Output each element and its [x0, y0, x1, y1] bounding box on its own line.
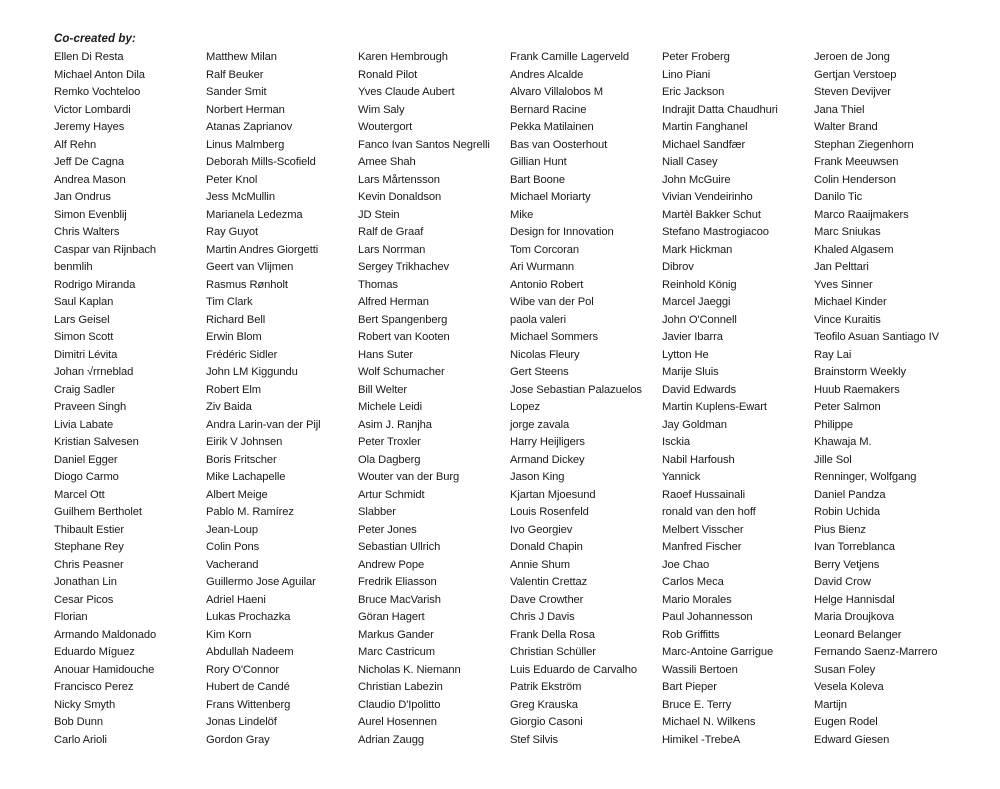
contributor-name: Jana Thiel — [814, 103, 865, 116]
contributor-name: Karen Hembrough — [358, 51, 448, 63]
contributor-name: Leonard Belanger — [814, 628, 902, 641]
contributor-name: Markus Gander — [358, 628, 434, 641]
contributor-name: Hubert de Candé — [206, 681, 290, 693]
contributor-name: Lopez — [510, 401, 540, 413]
name-column-6 — [814, 49, 994, 749]
contributor-name: Albert Meige — [206, 488, 268, 501]
contributor-name: David Edwards — [662, 383, 736, 396]
contributor-name: Christian Schüller — [510, 646, 596, 658]
contributor-name: Wibe van der Pol — [510, 296, 594, 308]
contributor-name: Simon Evenblij — [54, 208, 127, 221]
contributor-name: Javier Ibarra — [662, 331, 723, 343]
contributor-name: John McGuire — [662, 173, 731, 186]
name-column-4 — [510, 49, 662, 749]
contributor-name: Slabber — [358, 506, 396, 518]
contributor-name: Hans Suter — [358, 348, 413, 361]
contributor-name: Tim Clark — [206, 296, 253, 308]
contributor-name: Bob Dunn — [54, 716, 103, 728]
contributor-name: benmlih — [54, 261, 93, 273]
contributor-name: Vacherand — [206, 558, 259, 571]
contributor-name: Richard Bell — [206, 313, 266, 326]
contributor-name: Frédéric Sidler — [206, 348, 278, 361]
contributor-name: Martin Andres Giorgetti — [206, 243, 319, 256]
contributor-name: Lars Geisel — [54, 313, 110, 326]
contributor-name: Colin Pons — [206, 541, 260, 553]
contributor-name: Remko Vochteloo — [54, 86, 141, 98]
contributor-name: Philippe — [814, 418, 854, 431]
contributor-name: Eugen Rodel — [814, 716, 878, 728]
contributor-name: Norbert Herman — [206, 103, 285, 116]
contributor-name: Livia Labate — [54, 418, 114, 431]
contributor-name: Antonio Robert — [510, 278, 584, 291]
contributor-name: Anouar Hamidouche — [54, 663, 155, 676]
contributor-name: Jonathan Lin — [54, 576, 117, 588]
contributor-name: Robert Elm — [206, 383, 261, 396]
contributor-name: Andres Alcalde — [510, 68, 584, 81]
contributor-name: Sander Smit — [206, 86, 267, 98]
contributor-name: Tom Corcoran — [510, 243, 580, 256]
contributor-name: Wolf Schumacher — [358, 366, 445, 378]
contributor-name: Jeremy Hayes — [54, 121, 125, 133]
contributor-name: Daniel Egger — [54, 453, 118, 466]
contributor-name: Andrea Mason — [54, 173, 126, 186]
co-creators-page — [54, 32, 994, 749]
contributor-name: Peter Troxler — [358, 436, 421, 448]
contributor-name: Marc Sniukas — [814, 226, 881, 238]
contributor-name: Marcel Jaeggi — [662, 296, 731, 308]
contributor-name: Sebastian Ullrich — [358, 541, 441, 553]
contributor-name: David Crow — [814, 576, 871, 588]
name-column-1 — [54, 49, 206, 749]
contributor-name: Robert van Kooten — [358, 331, 450, 343]
contributor-name: Nabil Harfoush — [662, 453, 735, 466]
name-columns — [54, 49, 994, 749]
contributor-name: Ronald Pilot — [358, 68, 418, 81]
contributor-name: Guillermo Jose Aguilar — [206, 576, 316, 588]
contributor-name: Victor Lombardi — [54, 103, 131, 116]
contributor-name: Vesela Koleva — [814, 681, 884, 693]
contributor-name: Yves Sinner — [814, 278, 873, 291]
contributor-name: Adrian Zaugg — [358, 733, 424, 746]
contributor-name: Wim Saly — [358, 103, 405, 116]
contributor-name: Craig Sadler — [54, 383, 115, 396]
contributor-name: Jan Ondrus — [54, 191, 111, 203]
contributor-name: Michael Kinder — [814, 296, 887, 308]
contributor-name: Valentin Crettaz — [510, 576, 588, 588]
contributor-name: Amee Shah — [358, 156, 416, 168]
contributor-name: Ari Wurmann — [510, 261, 574, 273]
contributor-name: Donald Chapin — [510, 541, 583, 553]
contributor-name: Aurel Hosennen — [358, 716, 437, 728]
contributor-name: Brainstorm Weekly — [814, 366, 906, 378]
contributor-name: Joe Chao — [662, 558, 710, 571]
contributor-name: Marc-Antoine Garrigue — [662, 646, 774, 658]
contributor-name: Mark Hickman — [662, 243, 733, 256]
contributor-name: Armando Maldonado — [54, 628, 157, 641]
contributor-name: Michael Moriarty — [510, 191, 591, 203]
contributor-name: Jay Goldman — [662, 418, 727, 431]
contributor-name: Jille Sol — [814, 453, 852, 466]
contributor-name: Kevin Donaldson — [358, 191, 442, 203]
contributor-name: Luis Eduardo de Carvalho — [510, 663, 637, 676]
contributor-name: Christian Labezin — [358, 681, 443, 693]
contributor-name: Michael Sommers — [510, 331, 599, 343]
contributor-name: paola valeri — [510, 313, 567, 326]
contributor-name: Berry Vetjens — [814, 558, 880, 571]
contributor-name: Danilo Tic — [814, 191, 863, 203]
contributor-name: Stephan Ziegenhorn — [814, 138, 914, 151]
contributor-name: Dave Crowther — [510, 593, 584, 606]
contributor-name: Alvaro Villalobos M — [510, 86, 604, 98]
contributor-name: Dibrov — [662, 261, 694, 273]
contributor-name: Susan Foley — [814, 663, 876, 676]
contributor-name: Sergey Trikhachev — [358, 261, 449, 273]
contributor-name: Pablo M. Ramírez — [206, 506, 294, 518]
contributor-name: Boris Fritscher — [206, 453, 277, 466]
contributor-name: Stef Silvis — [510, 733, 559, 746]
contributor-name: John O'Connell — [662, 313, 737, 326]
contributor-name: Bert Spangenberg — [358, 313, 448, 326]
contributor-name: Claudio D'Ipolitto — [358, 698, 441, 711]
contributor-name: Lukas Prochazka — [206, 611, 291, 623]
contributor-name: Wassili Bertoen — [662, 663, 738, 676]
contributor-name: Bas van Oosterhout — [510, 138, 608, 151]
contributor-name: Woutergort — [358, 121, 413, 133]
contributor-name: Andrew Pope — [358, 558, 425, 571]
contributor-name: Jean-Loup — [206, 523, 258, 536]
contributor-name: Thomas — [358, 278, 398, 291]
contributor-name: Louis Rosenfeld — [510, 506, 589, 518]
contributor-name: Lars Norrman — [358, 243, 426, 256]
contributor-name: Asim J. Ranjha — [358, 418, 432, 431]
contributor-name: Colin Henderson — [814, 173, 896, 186]
contributor-name: Mike Lachapelle — [206, 471, 286, 483]
contributor-name: Pius Bienz — [814, 523, 866, 536]
contributor-name: Bruce MacVarish — [358, 593, 441, 606]
contributor-name: Andra Larin-van der Pijl — [206, 418, 321, 431]
contributor-name: Lytton He — [662, 348, 709, 361]
contributor-name: Marianela Ledezma — [206, 208, 303, 221]
contributor-name: Jose Sebastian Palazuelos — [510, 383, 642, 396]
contributor-name: Thibault Estier — [54, 523, 125, 536]
contributor-name: Peter Jones — [358, 523, 417, 536]
contributor-name: Bernard Racine — [510, 103, 587, 116]
contributor-name: Khaled Algasem — [814, 243, 894, 256]
contributor-name: Eirik V Johnsen — [206, 436, 283, 448]
contributor-name: Eduardo Míguez — [54, 646, 135, 658]
contributor-name: Giorgio Casoni — [510, 716, 583, 728]
contributor-name: Nicholas K. Niemann — [358, 663, 461, 676]
contributor-name: Himikel -TrebeA — [662, 733, 741, 746]
contributor-name: Melbert Visscher — [662, 523, 744, 536]
contributor-name: JD Stein — [358, 208, 400, 221]
contributor-name: Ralf de Graaf — [358, 226, 424, 238]
contributor-name: Matthew Milan — [206, 51, 277, 63]
contributor-name: Isckia — [662, 436, 690, 448]
contributor-name: Saul Kaplan — [54, 296, 114, 308]
contributor-name: Michael Anton Dila — [54, 68, 145, 81]
contributor-name: Design for Innovation — [510, 226, 614, 238]
contributor-name: Annie Shum — [510, 558, 570, 571]
contributor-name: Cesar Picos — [54, 593, 114, 606]
contributor-name: Gordon Gray — [206, 733, 270, 746]
contributor-name: Ralf Beuker — [206, 68, 264, 81]
contributor-name: Carlo Arioli — [54, 733, 107, 746]
contributor-name: Stefano Mastrogiacoo — [662, 226, 769, 238]
contributor-name: Deborah Mills-Scofield — [206, 156, 316, 168]
name-column-2 — [206, 49, 358, 749]
contributor-name: Huub Raemakers — [814, 383, 900, 396]
contributor-name: Reinhold König — [662, 278, 737, 291]
contributor-name: Jess McMullin — [206, 191, 275, 203]
contributor-name: Kristian Salvesen — [54, 436, 139, 448]
contributor-name: Marco Raaijmakers — [814, 208, 909, 221]
contributor-name: Fernando Saenz-Marrero — [814, 646, 938, 658]
contributor-name: Bart Boone — [510, 173, 565, 186]
contributor-name: Teofilo Asuan Santiago IV — [814, 331, 940, 343]
contributor-name: Mario Morales — [662, 593, 732, 606]
contributor-name: Rory O'Connor — [206, 663, 279, 676]
contributor-name: Wouter van der Burg — [358, 471, 460, 483]
contributor-name: Frans Wittenberg — [206, 698, 291, 711]
contributor-name: Johan √rrneblad — [54, 366, 134, 378]
contributor-name: Artur Schmidt — [358, 488, 425, 501]
contributor-name: Michele Leidi — [358, 401, 422, 413]
contributor-name: Fanco Ivan Santos Negrelli — [358, 138, 490, 151]
contributor-name: Renninger, Wolfgang — [814, 471, 917, 483]
contributor-name: Gert Steens — [510, 366, 569, 378]
contributor-name: Michael N. Wilkens — [662, 716, 756, 728]
contributor-name: Michael Sandfær — [662, 138, 746, 151]
contributor-name: Jan Pelttari — [814, 261, 869, 273]
contributor-name: Maria Droujkova — [814, 611, 894, 623]
contributor-name: Göran Hagert — [358, 611, 425, 623]
contributor-name: Marc Castricum — [358, 646, 435, 658]
contributor-name: Raoef Hussainali — [662, 488, 745, 501]
contributor-name: Martin Kuplens-Ewart — [662, 401, 767, 413]
contributor-name: Diogo Carmo — [54, 471, 119, 483]
contributor-name: Manfred Fischer — [662, 541, 742, 553]
contributor-name: Robin Uchida — [814, 506, 880, 518]
contributor-name: Linus Malmberg — [206, 138, 285, 151]
contributor-name: Adriel Haeni — [206, 593, 266, 606]
contributor-name: Jeroen de Jong — [814, 51, 890, 63]
contributor-name: Paul Johannesson — [662, 611, 753, 623]
contributor-name: Yves Claude Aubert — [358, 86, 455, 98]
contributor-name: ronald van den hoff — [662, 506, 756, 518]
contributor-name: Peter Knol — [206, 173, 258, 186]
contributor-name: Stephane Rey — [54, 541, 124, 553]
contributor-name: Helge Hannisdal — [814, 593, 895, 606]
contributor-name: Dimitri Lévita — [54, 348, 118, 361]
contributor-name: Erwin Blom — [206, 331, 262, 343]
contributor-name: Florian — [54, 611, 88, 623]
contributor-name: Martijn — [814, 698, 847, 711]
contributor-name: Gertjan Verstoep — [814, 68, 897, 81]
contributor-name: Bruce E. Terry — [662, 698, 732, 711]
contributor-name: Walter Brand — [814, 121, 878, 133]
contributor-name: Armand Dickey — [510, 453, 585, 466]
contributor-name: Bill Welter — [358, 383, 408, 396]
contributor-name: Frank Meeuwsen — [814, 156, 899, 168]
contributor-name: Chris Walters — [54, 226, 120, 238]
contributor-name: Greg Krauska — [510, 698, 578, 711]
contributor-name: Gillian Hunt — [510, 156, 567, 168]
contributor-name: Peter Froberg — [662, 51, 730, 63]
contributor-name: Martin Fanghanel — [662, 121, 748, 133]
contributor-name: Praveen Singh — [54, 401, 127, 413]
contributor-name: Francisco Perez — [54, 681, 134, 693]
contributor-name: Jonas Lindelöf — [206, 716, 277, 728]
contributor-name: Pekka Matilainen — [510, 121, 594, 133]
contributor-name: Chris Peasner — [54, 558, 124, 571]
contributor-name: Jason King — [510, 471, 565, 483]
contributor-name: Guilhem Bertholet — [54, 506, 142, 518]
contributor-name: Ellen Di Resta — [54, 51, 124, 63]
contributor-name: Peter Salmon — [814, 401, 881, 413]
contributor-name: Marcel Ott — [54, 488, 105, 501]
contributor-name: Niall Casey — [662, 156, 718, 168]
contributor-name: Ivan Torreblanca — [814, 541, 895, 553]
contributor-name: Fredrik Eliasson — [358, 576, 437, 588]
contributor-name: Ray Lai — [814, 348, 852, 361]
contributor-name: Frank Della Rosa — [510, 628, 595, 641]
contributor-name: Vivian Vendeirinho — [662, 191, 753, 203]
contributor-name: Mike — [510, 208, 534, 221]
contributor-name: Caspar van Rijnbach — [54, 243, 156, 256]
contributor-name: Lars Mårtensson — [358, 173, 440, 186]
contributor-name: Rasmus Rønholt — [206, 278, 288, 291]
contributor-name: John LM Kiggundu — [206, 366, 298, 378]
contributor-name: Indrajit Datta Chaudhuri — [662, 103, 778, 116]
contributor-name: Steven Devijver — [814, 86, 891, 98]
contributor-name: Martèl Bakker Schut — [662, 208, 761, 221]
contributor-name: Frank Camille Lagerveld — [510, 51, 629, 63]
contributor-name: Atanas Zaprianov — [206, 121, 293, 133]
contributor-name: Vince Kuraitis — [814, 313, 881, 326]
contributor-name: Nicky Smyth — [54, 698, 116, 711]
contributor-name: Harry Heijligers — [510, 436, 585, 448]
contributor-name: Eric Jackson — [662, 86, 725, 98]
contributor-name: Kjartan Mjoesund — [510, 488, 596, 501]
contributor-name: Bart Pieper — [662, 681, 717, 693]
contributor-name: Geert van Vlijmen — [206, 261, 294, 273]
contributor-name: Lino Piani — [662, 68, 711, 81]
contributor-name: Rodrigo Miranda — [54, 278, 136, 291]
contributor-name: Ray Guyot — [206, 226, 258, 238]
contributor-name: Nicolas Fleury — [510, 348, 580, 361]
contributor-name: Simon Scott — [54, 331, 114, 343]
contributor-name: jorge zavala — [510, 418, 570, 431]
contributor-name: Ivo Georgiev — [510, 523, 573, 536]
contributor-name: Edward Giesen — [814, 733, 890, 746]
contributor-name: Carlos Meca — [662, 576, 724, 588]
contributor-name: Daniel Pandza — [814, 488, 886, 501]
co-created-by-heading: Co-created by: — [54, 33, 136, 45]
contributor-name: Rob Griffitts — [662, 628, 720, 641]
contributor-name: Chris J Davis — [510, 611, 575, 623]
contributor-name: Alf Rehn — [54, 138, 97, 151]
name-column-5 — [662, 49, 814, 749]
contributor-name: Ola Dagberg — [358, 453, 421, 466]
contributor-name: Patrik Ekström — [510, 681, 582, 693]
contributor-name: Kim Korn — [206, 628, 252, 641]
name-column-3 — [358, 49, 510, 749]
contributor-name: Alfred Herman — [358, 296, 429, 308]
contributor-name: Khawaja M. — [814, 436, 872, 448]
contributor-name: Jeff De Cagna — [54, 156, 125, 168]
contributor-name: Yannick — [662, 471, 701, 483]
contributor-name: Ziv Baida — [206, 401, 252, 413]
contributor-name: Marije Sluis — [662, 366, 719, 378]
contributor-name: Abdullah Nadeem — [206, 646, 294, 658]
